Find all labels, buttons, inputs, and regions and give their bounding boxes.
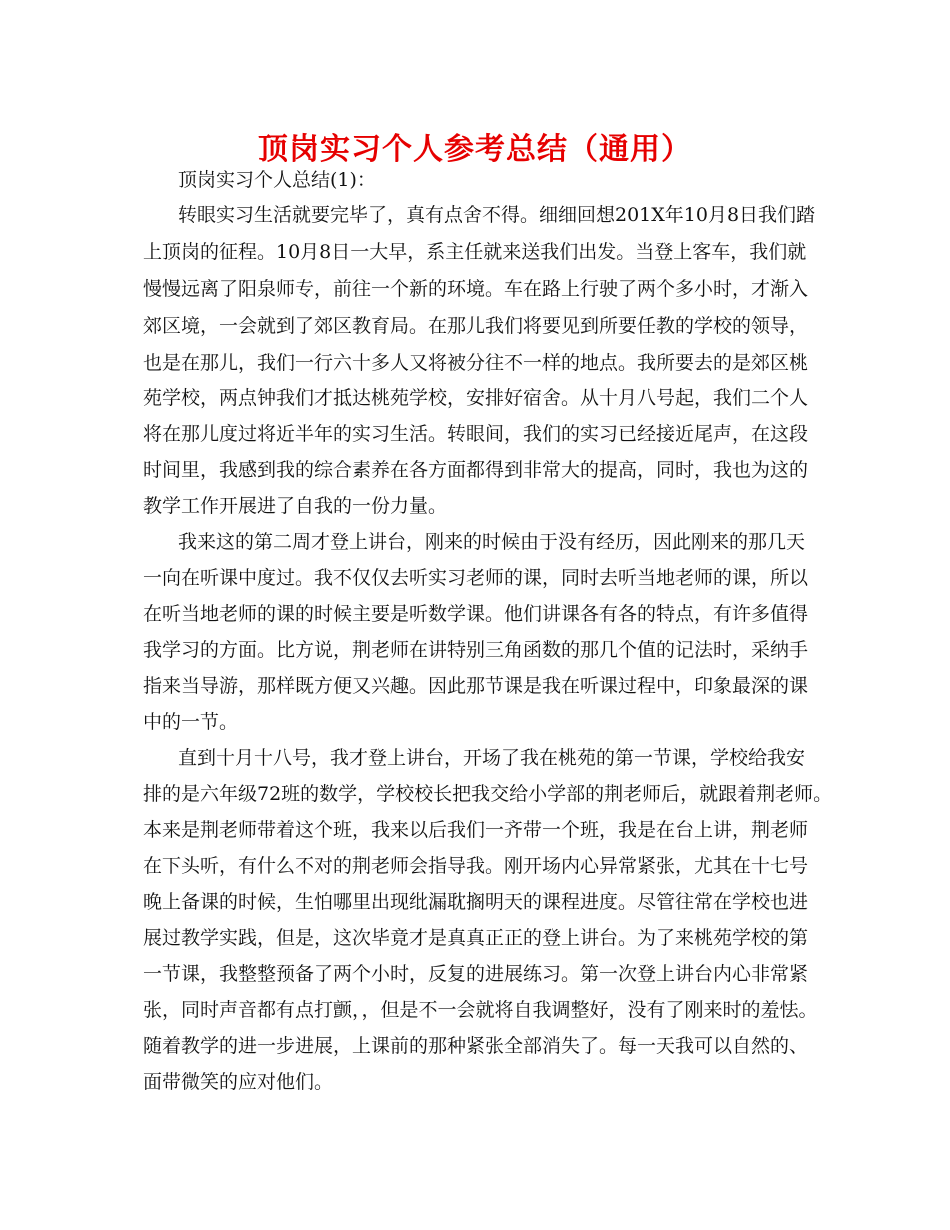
paragraph-line: 我来这的第二周才登上讲台，刚来的时候由于没有经历，因此刚来的那几天 [178, 531, 806, 553]
paragraph-line: 本来是荆老师带着这个班，我来以后我们一齐带一个班，我是在台上讲，荆老师 [143, 819, 809, 841]
paragraph-line: 张，同时声音都有点打颤，，但是不一会就将自我调整好，没有了刚来时的羞怯。 [143, 999, 818, 1021]
paragraph-line: 随着教学的进一步进展，上课前的那种紧张全部消失了。每一天我可以自然的、 [143, 1035, 809, 1057]
paragraph-line: 直到十月十八号，我才登上讲台，开场了我在桃苑的第一节课，学校给我安 [178, 747, 806, 769]
paragraph-line: 在下头听，有什么不对的荆老师会指导我。刚开场内心异常紧张，尤其在十七号 [143, 855, 809, 877]
paragraph-line: 教学工作开展进了自我的一份力量。 [143, 495, 448, 517]
paragraph-line: 郊区境，一会就到了郊区教育局。在那儿我们将要见到所要任教的学校的领导， [143, 315, 809, 337]
paragraph-line: 上顶岗的征程。10月8日一大早，系主任就来送我们出发。当登上客车，我们就 [143, 241, 807, 263]
paragraph-line: 面带微笑的应对他们。 [143, 1071, 334, 1093]
paragraph-line: 慢慢远离了阳泉师专，前往一个新的环境。车在路上行驶了两个多小时，才渐入 [143, 278, 809, 300]
paragraph-line: 展过教学实践，但是，这次毕竟才是真真正正的登上讲台。为了来桃苑学校的第 [143, 927, 809, 949]
section-heading: 顶岗实习个人总结(1)： [178, 169, 376, 191]
paragraph-line: 转眼实习生活就要完毕了，真有点舍不得。细细回想201X年10月8日我们踏 [178, 204, 816, 226]
paragraph-line: 一节课，我整整预备了两个小时，反复的进展练习。第一次登上讲台内心非常紧 [143, 963, 809, 985]
paragraph-line: 一向在听课中度过。我不仅仅去听实习老师的课，同时去听当地老师的课，所以 [143, 567, 809, 589]
paragraph-line: 也是在那儿，我们一行六十多人又将被分往不一样的地点。我所要去的是郊区桃 [143, 352, 809, 374]
paragraph-line: 我学习的方面。比方说，荆老师在讲特别三角函数的那几个值的记法时，采纳手 [143, 639, 809, 661]
paragraph-line: 将在那儿度过将近半年的实习生活。转眼间，我们的实习已经接近尾声，在这段 [143, 423, 809, 445]
document-title: 顶岗实习个人参考总结（通用） [258, 132, 692, 167]
paragraph-line: 指来当导游，那样既方便又兴趣。因此那节课是我在听课过程中，印象最深的课 [143, 675, 809, 697]
paragraph-line: 在听当地老师的课的时候主要是听数学课。他们讲课各有各的特点，有许多值得 [143, 603, 809, 625]
paragraph-line: 中的一节。 [143, 711, 239, 733]
paragraph-line: 苑学校，两点钟我们才抵达桃苑学校，安排好宿舍。从十月八号起，我们二个人 [143, 387, 809, 409]
paragraph-line: 晚上备课的时候，生怕哪里出现纰漏耽搁明天的课程进度。尽管往常在学校也进 [143, 891, 809, 913]
paragraph-line: 时间里，我感到我的综合素养在各方面都得到非常大的提高，同时，我也为这的 [143, 459, 809, 481]
paragraph-line: 排的是六年级72班的数学，学校校长把我交给小学部的荆老师后，就跟着荆老师。 [143, 783, 833, 805]
